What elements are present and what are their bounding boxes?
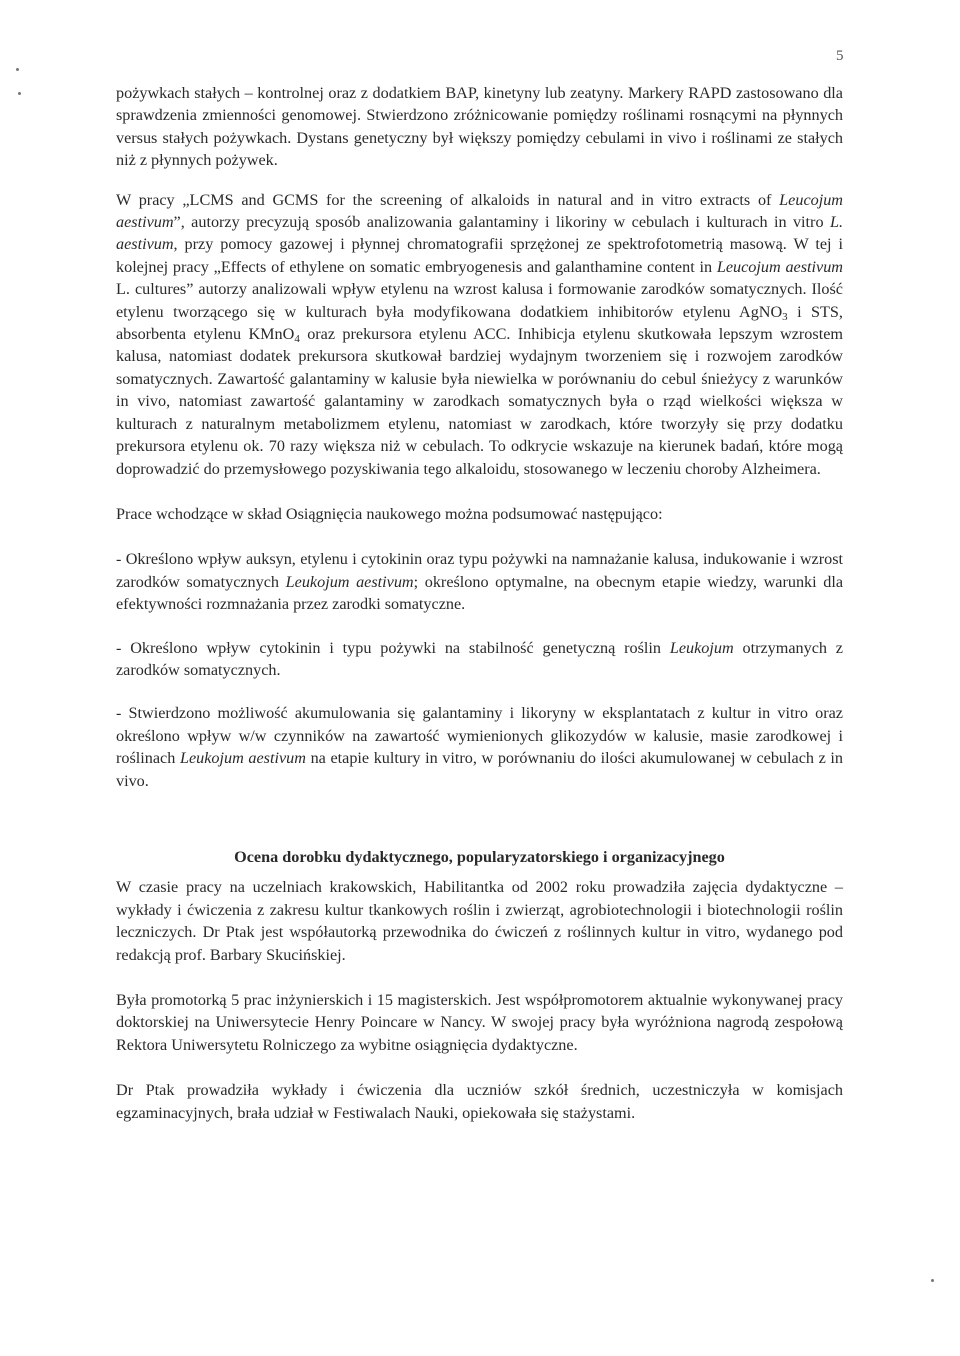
summary-item-3: - Stwierdzono możliwość akumulowania się galantaminy i likoryny w eksplantatach z kultur in vitro oraz określono wpływ w/w czynników na zawartość wymienionych glikozydów w kalusie, masie zarodkowej i roślinach Leukojum aestivum na etapie kultury in vitro, w porównaniu do ilości akumulowanej w cebulach z in vivo. <box>116 704 843 790</box>
summary-intro: Prace wchodzące w skład Osiągnięcia naukowego można podsumować następująco: <box>116 504 663 523</box>
paragraph-supervision: Była promotorką 5 prac inżynierskich i 15 magisterskich. Jest współpromotorem aktualnie wykonywanej pracy doktorskiej na Uniwersytecie Henry Poincare w Nancy. W swojej pracy była wyróżniona nagrodą zespołową Rektora Uniwersytetu Rolniczego za wybitne osiągnięcia dydaktyczne. <box>116 991 843 1054</box>
scan-mark-left <box>18 92 21 95</box>
document-body <box>116 82 843 1124</box>
paragraph-continuation: pożywkach stałych – kontrolnej oraz z dodatkiem BAP, kinetyny lub zeatyny. Markery RAPD zastosowano dla sprawdzenia zmienności genomowej. Stwierdzono zróżnicowanie pomiędzy roślinami rosnącymi na płynnych versus stałych pożywkach. Dystans genetyczny był większy pomiędzy cebulami in vivo i roślinami ze stałych niż z płynnych pożywek. <box>116 84 843 170</box>
summary-item-1: - Określono wpływ auksyn, etylenu i cytokinin oraz typu pożywki na namnażanie kalusa, indukowanie i wzrost zarodków somatycznych Leukojum aestivum; określono optymalne, na obecnym etapie wiedzy, warunki dla efektywności rozmnażania przez zarodki somatyczne. <box>116 550 844 614</box>
scan-mark-bottom <box>931 1279 934 1282</box>
section-heading: Ocena dorobku dydaktycznego, popularyzatorskiego i organizacyjnego <box>234 847 725 866</box>
paragraph-lcms-gcms: W pracy „LCMS and GCMS for the screening of alkaloids in natural and in vitro extracts of Leucojum aestivum”, autorzy precyzują sposób analizowania galantaminy i likoriny w cebulach i kulturach in vitro L. aestivum, przy pomocy gazowej i płynnej chromatografii sprzężonej ze spektrofotometrią masową. W tej i kolejnej pracy „Effects of ethylene on somatic embryogenesis and galanthamine content in Leucojum aestivum L. cultures” autorzy analizowali wpływ etylenu na wzrost kalusa i formowanie zarodków somatycznych. Ilość etylenu tworzącego się w kulturach była modyfikowana dodatkiem inhibitorów etylenu AgNO$_3$ i STS, absorbenta etylenu KMnO$_4$ oraz prekursora etylenu ACC. Inhibicja etylenu skutkowała lepszym wzrostem kalusa, natomiast dodatek prekursora skutkował bardziej wydajnym tworzeniem się i rozwojem zarodków somatycznych. Zawartość galantaminy w kalusie była niewielka w porównaniu do cebul śnieżycy z warunków in vivo, natomiast zawartość galantaminy w zarodkach somatycznych była o rząd wielkości większa w kulturach z naturalnym metabolizmem etylenu, natomiast w zarodkach, które tworzyły się przy dodatku prekursora etylenu ok. 70 razy większa niż w cebulach. To odkrycie wskazuje na kierunek badań, które mogą doprowadzić do przemysłowego pozyskiwania tego alkaloidu, stosowanego w leczeniu choroby Alzheimera. <box>116 190 843 478</box>
page-number: 5 <box>836 48 844 64</box>
paragraph-teaching: W czasie pracy na uczelniach krakowskich, Habilitantka od 2002 roku prowadziła zajęcia dydaktyczne – wykłady i ćwiczenia z zakresu kultur tkankowych roślin i zwierząt, agrobiotechnologii i biotechnologii roślin leczniczych. Dr Ptak jest współautorką przewodnika do ćwiczeń z roślinnych kultur in vitro, wydanego pod redakcją prof. Barbary Skucińskiej. <box>116 878 843 964</box>
scan-mark-top <box>16 68 19 71</box>
summary-item-2: - Określono wpływ cytokinin i typu pożywki na stabilność genetyczną roślin Leukojum otrzymanych z zarodków somatycznych. <box>116 638 843 679</box>
paragraph-outreach: Dr Ptak prowadziła wykłady i ćwiczenia dla uczniów szkół średnich, uczestniczyła w komisjach egzaminacyjnych, brała udział w Festiwalach Nauki, opiekowała się stażystami. <box>116 1081 843 1122</box>
